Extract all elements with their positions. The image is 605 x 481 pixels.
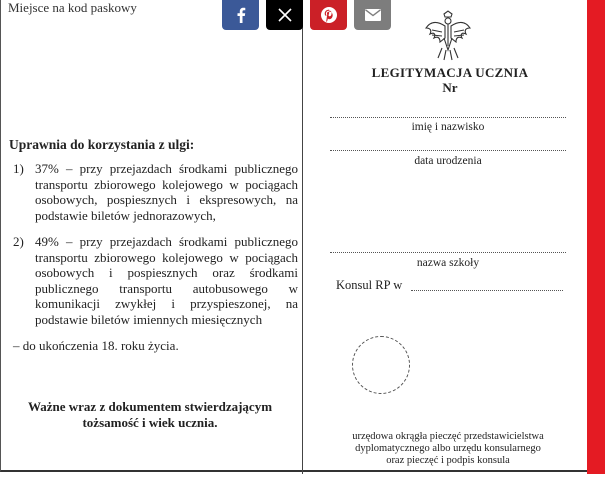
age-note: – do ukończenia 18. roku życia. — [13, 338, 179, 353]
x-share-button[interactable] — [266, 0, 303, 30]
discount-item-1 — [13, 161, 298, 223]
item-text: 37% – przy przejazdach środkami publicznego transportu zbiorowego kolejowego w pociągach osobowych, pospiesznych i ekspresowych, na podstawie biletów jednorazowych, — [35, 161, 298, 223]
stamp-caption-line-2: dyplomatycznego albo urzędu konsularnego — [355, 443, 541, 454]
red-stripe — [587, 0, 605, 474]
discount-item-2 — [13, 234, 298, 327]
name-field-label: imię i nazwisko — [411, 121, 485, 133]
consul-label: Konsul RP w — [336, 278, 403, 292]
school-field-line — [330, 252, 566, 253]
email-icon — [365, 9, 381, 21]
school-field-label: nazwa szkoły — [416, 257, 480, 269]
stamp-placeholder — [352, 336, 410, 394]
validity-line-1: Ważne wraz z dokumentem stwierdzającym — [27, 399, 273, 414]
validity-note — [10, 399, 290, 431]
name-field-line — [330, 117, 566, 118]
document-number-label: Nr — [442, 80, 458, 95]
facebook-icon — [234, 7, 248, 23]
barcode-placeholder: Miejsce na kod paskowy — [8, 0, 137, 15]
dob-field-line — [330, 150, 566, 151]
pinterest-share-button[interactable] — [310, 0, 347, 30]
validity-line-2: tożsamość i wiek ucznia. — [82, 415, 218, 430]
facebook-share-button[interactable] — [222, 0, 259, 30]
stamp-caption-line-3: oraz pieczęć i podpis konsula — [386, 455, 510, 466]
email-share-button[interactable] — [354, 0, 391, 30]
pinterest-icon — [320, 6, 338, 24]
item-number: 1) — [13, 161, 24, 176]
x-icon — [278, 8, 292, 22]
dob-field-label: data urodzenia — [414, 155, 482, 167]
consul-field-line — [411, 290, 563, 291]
fold-line — [302, 0, 303, 474]
eagle-emblem-icon — [424, 10, 472, 62]
stamp-caption — [330, 431, 566, 467]
item-text: 49% – przy przejazdach środkami publicznego transportu zbiorowego kolejowego w pociągach osobowych i pospiesznych oraz środkami publicznego transportu autobusowego w komunikacji zwykłej i przyspieszonej, na podstawie biletów imiennych miesięcznych — [35, 234, 298, 327]
document-title: LEGITYMACJA UCZNIA — [371, 65, 529, 80]
item-number: 2) — [13, 234, 24, 249]
discount-heading: Uprawnia do korzystania z ulgi: — [9, 137, 195, 152]
stamp-caption-line-1: urzędowa okrągła pieczęć przedstawicielstwa — [352, 431, 544, 442]
